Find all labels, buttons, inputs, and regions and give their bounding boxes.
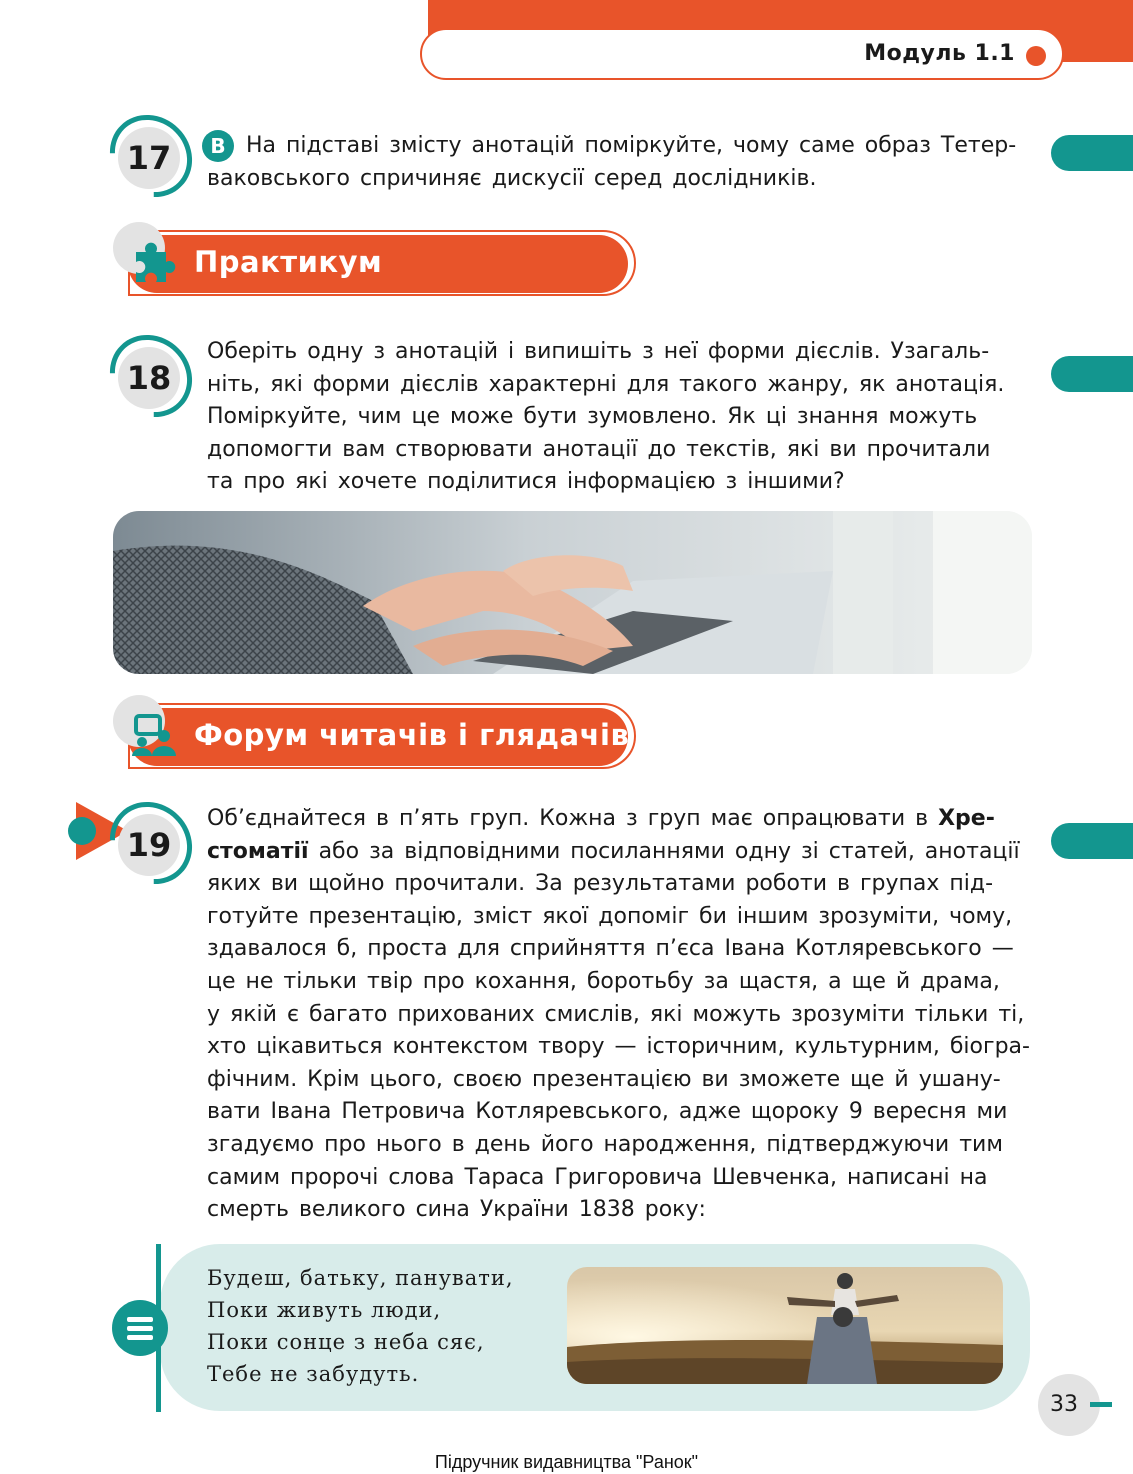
quote-line-3: Поки сонце з неба сяє, [207,1330,485,1354]
text-line: та про які хочете поділитися інформацією з іншими? [207,469,845,495]
text-line: фічним. Крім цього, своєю презентацією ви зможете ще й ушану- [207,1066,1001,1092]
edge-tab [1051,356,1133,392]
text-line: яких ви щойно прочитали. За результатами роботи в групах під- [207,871,994,897]
text-line: смерть великого сина України 1838 року: [207,1197,706,1223]
text-line: готуйте презентацію, зміст якої допоміг би іншим зрозуміти, чому, [207,903,1013,929]
task-number: 19 [126,826,172,864]
level-badge: В [202,130,234,162]
module-dot [1026,46,1046,66]
text-line: ніть, які форми дієслів характерні для такого жанру, як анотація. [207,371,1005,397]
task-19-text [207,803,1032,1227]
text-line: у якій є багато прихованих смислів, які можуть зрозуміти тільки ті, [207,1001,1025,1027]
task-badge [118,347,180,409]
task-18-text [207,336,1032,499]
puzzle-icon [128,240,178,286]
edge-tab [1051,823,1133,859]
practicum-title: Практикум [194,245,383,279]
quote-line-2: Поки живуть люди, [207,1298,442,1322]
text-line: Поміркуйте, чим це може бути зумовлено. Як ці знання можуть [207,404,978,430]
publisher-footer: Підручник видавництва "Ранок" [434,1452,699,1472]
task-17-line-2: ваковського спричиняє дискусії серед дослідників. [207,166,817,191]
text-line [207,803,1032,836]
text-line: це не тільки твір про кохання, боротьбу за щастя, а ще й драма, [207,968,1000,994]
task-number: 18 [126,359,172,397]
list-icon [112,1300,168,1356]
task-badge [118,814,180,876]
quote-line-1: Будеш, батьку, панувати, [207,1266,514,1290]
task-number: 17 [126,139,172,177]
text-span: або за відповідними посиланнями одну зі статей, анотації [308,838,1020,864]
page-dash [1090,1402,1112,1407]
quote-line-4: Тебе не забудуть. [207,1362,420,1386]
module-label: Модуль 1.1 [864,41,1015,66]
text-line: хто цікавиться контекстом твору — історичним, культурним, біогра- [207,1034,1030,1060]
text-line [207,836,1032,869]
task-badge [118,127,180,189]
text-line: вати Івана Петровича Котляревського, адже щороку 9 вересня ми [207,1099,1008,1125]
sunset-photo [567,1267,1003,1384]
task-17-line-1: На підставі змісту анотацій поміркуйте, чому саме образ Тетер- [246,133,1017,158]
text-bold: Хре- [938,806,995,831]
text-bold: стоматії [207,838,309,864]
forum-title: Форум читачів і глядачів [194,718,630,752]
people-icon [130,712,178,758]
text-span: Об’єднайтеся в п’ять груп. Кожна з груп має опрацювати в [207,806,939,831]
edge-tab [1051,135,1133,171]
text-line: Оберіть одну з анотацій і випишіть з неї форми дієслів. Узагаль- [207,339,990,364]
text-line: допомогти вам створювати анотації до текстів, які ви прочитали [207,436,991,462]
text-line: здавалося б, проста для сприйняття п’єса Івана Котляревського — [207,936,1014,962]
text-line: згадуємо про нього в день його народження, підтверджуючи тим [207,1131,1003,1157]
laptop-photo [113,511,1032,674]
page-number: 33 [1050,1392,1078,1417]
text-line: самим пророчі слова Тараса Григоровича Шевченка, написані на [207,1164,988,1190]
